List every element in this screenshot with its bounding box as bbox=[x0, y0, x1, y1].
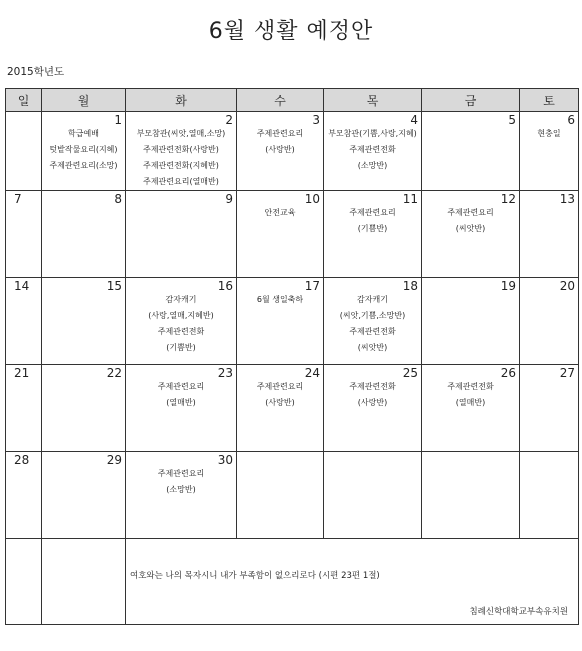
event-line: (열매반) bbox=[455, 398, 486, 407]
day-number: 7 bbox=[14, 192, 22, 206]
calendar-day-cell bbox=[422, 278, 520, 365]
day-number: 2 bbox=[225, 113, 233, 127]
calendar-week-row bbox=[6, 365, 579, 452]
calendar-day-cell bbox=[324, 112, 422, 191]
weekday-header-row bbox=[6, 89, 579, 112]
day-number: 27 bbox=[559, 366, 575, 380]
event-line: (열매반) bbox=[166, 398, 196, 407]
calendar-day-cell bbox=[237, 278, 324, 365]
event-line: 주제관련요리 bbox=[447, 208, 494, 217]
event-line: (기쁨반) bbox=[357, 224, 388, 233]
event-line: (씨앗반) bbox=[357, 343, 388, 352]
calendar-day-cell bbox=[6, 191, 42, 278]
calendar-day-cell bbox=[42, 278, 126, 365]
event-line: 주제관련요리 bbox=[157, 382, 205, 391]
calendar-day-cell bbox=[237, 365, 324, 452]
day-events bbox=[126, 112, 236, 190]
day-number: 26 bbox=[500, 366, 516, 380]
event-line: (소망반) bbox=[166, 485, 196, 494]
event-line: 주제관련요리(소망) bbox=[49, 161, 118, 170]
day-number: 25 bbox=[402, 366, 418, 380]
calendar-day-cell bbox=[422, 365, 520, 452]
event-line: 6월 생일축하 bbox=[256, 295, 304, 304]
calendar-week-row bbox=[6, 278, 579, 365]
day-events bbox=[237, 452, 323, 466]
calendar-week-row bbox=[6, 112, 579, 191]
footer-cell bbox=[126, 539, 579, 625]
calendar-day-cell bbox=[126, 112, 237, 191]
event-line: 부모참관(기쁨,사랑,지혜) bbox=[328, 129, 417, 138]
header-wed: 수 bbox=[237, 89, 324, 112]
calendar-day-cell bbox=[520, 191, 579, 278]
event-line: 감자캐기 bbox=[165, 295, 197, 304]
header-sat: 토 bbox=[520, 89, 579, 112]
calendar-day-cell bbox=[237, 191, 324, 278]
event-line: 텃밭작물요리(지혜) bbox=[49, 145, 118, 154]
event-line: (기쁨반) bbox=[166, 343, 196, 352]
calendar-day-cell bbox=[324, 365, 422, 452]
page-title: 6월 생활 예정안 bbox=[208, 19, 374, 44]
day-number: 28 bbox=[14, 453, 30, 467]
school-year-label: 2015학년도 bbox=[7, 66, 65, 78]
day-number: 1 bbox=[114, 113, 122, 127]
calendar-day-cell bbox=[324, 452, 422, 539]
day-events bbox=[324, 112, 421, 174]
bible-verse: 여호와는 나의 목자시니 내가 부족함이 없으리로다 (시편 23편 1절) bbox=[130, 571, 380, 581]
day-events bbox=[42, 191, 125, 205]
event-line: 주제관련전화 bbox=[349, 327, 396, 336]
calendar-day-cell bbox=[324, 278, 422, 365]
event-line: (사랑반) bbox=[265, 398, 295, 407]
day-number: 21 bbox=[14, 366, 30, 380]
calendar-week-row bbox=[6, 452, 579, 539]
day-events bbox=[6, 112, 41, 126]
event-line: 주제관련요리 bbox=[349, 208, 396, 217]
footer-blank-cell bbox=[6, 539, 42, 625]
calendar-day-cell bbox=[42, 112, 126, 191]
day-events bbox=[6, 191, 41, 205]
footer-blank-cell bbox=[42, 539, 126, 625]
day-events bbox=[237, 112, 323, 158]
day-number: 12 bbox=[500, 192, 516, 206]
calendar-day-cell bbox=[324, 191, 422, 278]
header-thu: 목 bbox=[324, 89, 422, 112]
event-line: 주제관련전화 bbox=[349, 382, 396, 391]
school-name: 침례신학대학교부속유치원 bbox=[469, 607, 568, 617]
calendar-day-cell bbox=[6, 278, 42, 365]
day-number: 23 bbox=[217, 366, 233, 380]
calendar-day-cell bbox=[126, 191, 237, 278]
event-line: 주제관련요리 bbox=[256, 129, 304, 138]
day-number: 19 bbox=[500, 279, 516, 293]
calendar-day-cell bbox=[42, 452, 126, 539]
calendar-day-cell bbox=[520, 452, 579, 539]
calendar-day-cell bbox=[237, 452, 324, 539]
calendar-day-cell bbox=[520, 365, 579, 452]
event-line: 주제관련요리 bbox=[256, 382, 304, 391]
header-mon: 월 bbox=[42, 89, 126, 112]
event-line: 안전교육 bbox=[264, 208, 296, 217]
event-line: 현충일 bbox=[537, 129, 561, 138]
event-line: 주제관련전화 bbox=[447, 382, 494, 391]
calendar-day-cell bbox=[520, 112, 579, 191]
day-events bbox=[422, 112, 519, 126]
event-line: 학급예배 bbox=[68, 129, 99, 138]
event-line: (씨앗반) bbox=[455, 224, 486, 233]
day-events bbox=[324, 452, 421, 466]
calendar-day-cell bbox=[126, 452, 237, 539]
day-number: 4 bbox=[410, 113, 418, 127]
event-line: 주제관련요리(열매반) bbox=[143, 177, 219, 186]
event-line: (사랑반) bbox=[265, 145, 295, 154]
event-line: 주제관련전화 bbox=[349, 145, 396, 154]
day-number: 15 bbox=[106, 279, 122, 293]
day-number: 29 bbox=[106, 453, 122, 467]
day-number: 10 bbox=[304, 192, 320, 206]
day-number: 24 bbox=[304, 366, 320, 380]
calendar-day-cell bbox=[6, 365, 42, 452]
day-number: 17 bbox=[304, 279, 320, 293]
event-line: (소망반) bbox=[357, 161, 388, 170]
day-number: 16 bbox=[217, 279, 233, 293]
event-line: 주제관련전화(지혜반) bbox=[143, 161, 219, 170]
calendar-day-cell bbox=[6, 112, 42, 191]
calendar-day-cell bbox=[520, 278, 579, 365]
footer-row bbox=[6, 539, 579, 625]
calendar-table bbox=[5, 88, 579, 625]
day-number: 11 bbox=[402, 192, 418, 206]
event-line: (사랑반) bbox=[357, 398, 388, 407]
header-sun: 일 bbox=[6, 89, 42, 112]
calendar-day-cell bbox=[42, 365, 126, 452]
day-number: 8 bbox=[114, 192, 122, 206]
event-line: 부모참관(씨앗,열매,소망) bbox=[136, 129, 226, 138]
day-number: 5 bbox=[508, 113, 516, 127]
day-number: 6 bbox=[567, 113, 575, 127]
day-number: 14 bbox=[14, 279, 30, 293]
day-number: 30 bbox=[217, 453, 233, 467]
calendar-day-cell bbox=[126, 278, 237, 365]
calendar-day-cell bbox=[422, 112, 520, 191]
calendar-day-cell bbox=[6, 452, 42, 539]
event-line: (씨앗,기쁨,소망반) bbox=[339, 311, 406, 320]
event-line: 주제관련요리 bbox=[157, 469, 205, 478]
header-tue: 화 bbox=[126, 89, 237, 112]
event-line: 주제관련전화 bbox=[157, 327, 205, 336]
event-line: 감자캐기 bbox=[357, 295, 388, 304]
header-fri: 금 bbox=[422, 89, 520, 112]
day-number: 9 bbox=[225, 192, 233, 206]
calendar-day-cell bbox=[422, 191, 520, 278]
calendar-day-cell bbox=[42, 191, 126, 278]
day-events bbox=[520, 452, 578, 466]
day-events bbox=[422, 452, 519, 466]
day-number: 3 bbox=[312, 113, 320, 127]
calendar-week-row bbox=[6, 191, 579, 278]
day-number: 18 bbox=[402, 279, 418, 293]
day-events bbox=[126, 191, 236, 205]
calendar-day-cell bbox=[237, 112, 324, 191]
day-number: 20 bbox=[559, 279, 575, 293]
day-number: 13 bbox=[559, 192, 575, 206]
calendar-day-cell bbox=[126, 365, 237, 452]
day-number: 22 bbox=[106, 366, 122, 380]
event-line: 주제관련전화(사랑반) bbox=[143, 145, 219, 154]
event-line: (사랑,열매,지혜반) bbox=[148, 311, 214, 320]
calendar-day-cell bbox=[422, 452, 520, 539]
day-events bbox=[42, 112, 125, 174]
